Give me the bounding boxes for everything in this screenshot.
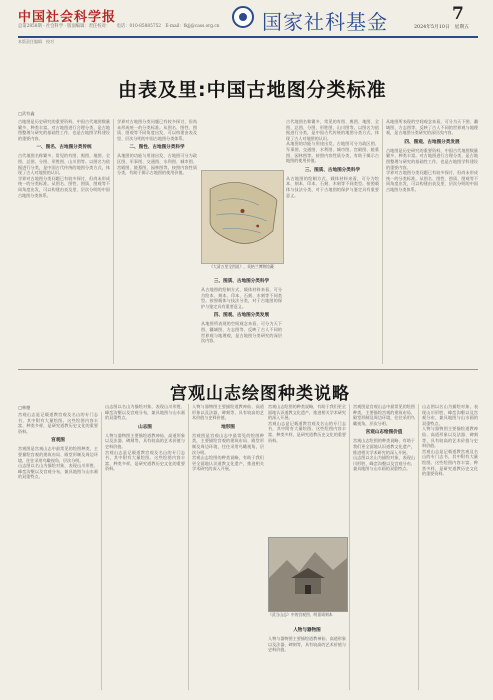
subhead: 二、图性、古地图分类科学 bbox=[129, 145, 185, 151]
paragraph: 学界对古地图分类问题已有较多探讨，但尚未形成统一的分类标准。从图名、图性、图质、图观等不同角度出发，可以构建由表及里、层次分明的中国古地图分类体系。 bbox=[386, 170, 478, 192]
article1-column-1 bbox=[18, 119, 110, 364]
column-divider bbox=[382, 119, 383, 364]
article1-column-5 bbox=[386, 119, 478, 364]
temple-photo-figure bbox=[268, 537, 348, 612]
page-number: 7 bbox=[452, 4, 464, 24]
section-title: 国家社科基金 bbox=[262, 10, 388, 34]
paragraph: 人物与器物图主要描绘道教神仙、高道形象以及法器、碑刻等，具有较高的艺术价值与史料价值。 bbox=[422, 426, 478, 449]
article2-column-3 bbox=[192, 404, 264, 690]
article2-column-4b bbox=[268, 624, 346, 690]
paragraph: 山志图以名山为描绘对象，表现山川形胜、峰峦沟壑以及宫观分布，兼具地图与山水画的双重特点。 bbox=[422, 404, 478, 426]
article1-headline: 由表及里:中国古地图分类标准 bbox=[118, 79, 387, 101]
paragraph: 学界对古地图分类问题已有较多探讨，但尚未形成统一的分类标准。从图名、图性、图质、图观等不同角度出发，可以构建由表及里、层次分明的中国古地图分类体系。 bbox=[18, 175, 110, 198]
paragraph: 宫观山志绘图的种类说略，有助于我们更全面地认识道教文化遗产，推进相关学术研究的深入开展。 bbox=[192, 455, 264, 472]
article2-column-4 bbox=[268, 404, 346, 534]
subhead: 三、图质、古地图分类科学 bbox=[304, 167, 361, 173]
subhead: 地形图 bbox=[221, 424, 235, 430]
column-divider bbox=[418, 404, 419, 690]
paragraph: 山志图以名山为描绘对象，表现山川形胜、峰峦沟壑以及宫观分布，兼具地图与山水画的双重特点。 bbox=[18, 463, 98, 480]
paragraph: 宫观图是宫观山志中最常见的绘图种类，主要描绘宫观的建筑布局、殿堂形制及周边环境，往往采用鸟瞰视角，层次分明。 bbox=[353, 404, 415, 426]
paper-name: 中国社会科学报 bbox=[18, 10, 117, 25]
paragraph: 古地图是历史研究的重要资料，中国古代地图数量繁多、种类丰富。对古地图进行合理分类，是古地图整理与研究的基础性工作，也是古地图学科建设的重要内容。 bbox=[386, 147, 478, 170]
paragraph: 从古地图的绘制方式、载体材料来看，可分为绘本、刻本、印本、石刻、木刻等不同类型。按照载体与技法分类，对于古地图的保护与鉴定具有重要意义。 bbox=[201, 287, 282, 309]
paragraph: 山志图以名山为描绘对象，表现山川形胜、峰峦沟壑以及宫观分布，兼具地图与山水画的双重特点。 bbox=[353, 455, 415, 472]
contact-info: 总第2858期 · 社会科学 · 版面编辑：责任校对： 电话：010-85885752 E-mail：fkjj@cass.org.cn bbox=[18, 24, 220, 29]
paragraph: 学界对古地图分类问题已有较多探讨，但尚未形成统一的分类标准。从图名、图性、图质、图观等不同角度出发，可以构建由表及里、层次分明的中国古地图分类体系。 bbox=[117, 119, 197, 141]
paragraph: 宫观图是宫观山志中最常见的绘图种类，主要描绘宫观的建筑布局、殿堂形制及周边环境，往往采用鸟瞰视角，层次分明。 bbox=[192, 432, 264, 455]
article2-column-1 bbox=[18, 412, 98, 690]
article1-column-3 bbox=[201, 275, 282, 364]
paragraph: 宫观山志是记载道教宫观及名山的专门志书，其中附有大量绘图。这些绘图内容丰富、种类多样，是研究道教历史文化的重要资料。 bbox=[105, 449, 185, 472]
paragraph: 宫观山志是记载道教宫观及名山的专门志书，其中附有大量绘图。这些绘图内容丰富、种类多样，是研究道教历史文化的重要资料。 bbox=[18, 412, 98, 434]
paragraph: 宫观山志是记载道教宫观及名山的专门志书，其中附有大量绘图。这些绘图内容丰富、种类多样，是研究道教历史文化的重要资料。 bbox=[422, 448, 478, 477]
paragraph: 人物与器物图主要描绘道教神仙、高道形象以及法器、碑刻等，具有较高的艺术价值与史料价值。 bbox=[268, 636, 346, 653]
editor-line: 本版责任编辑 校对 bbox=[18, 39, 54, 44]
subhead: 三、图质、古地图分类科学 bbox=[213, 279, 270, 284]
paragraph: 人物与器物图主要描绘道教神仙、高道形象以及法器、碑刻等，具有较高的艺术价值与史料价值。 bbox=[105, 432, 185, 449]
paragraph: 宫观山志绘图的种类说略，有助于我们更全面地认识道教文化遗产，推进相关学术研究的深入开展。 bbox=[353, 438, 415, 455]
column-divider bbox=[188, 404, 189, 690]
paragraph: 从地图所表现的空间观念来看，可分为天下图、疆域图、方志图等，反映了古人不同的世界观与地理观，是古地图分类研究的深层次内容。 bbox=[386, 119, 478, 136]
subhead: 山志图 bbox=[138, 424, 152, 430]
article-separator bbox=[18, 369, 478, 370]
paragraph: 古地图是历史研究的重要资料，中国古代地图数量繁多、种类丰富。对古地图进行合理分类，是古地图整理与研究的基础性工作，也是古地图学科建设的重要内容。 bbox=[18, 119, 110, 141]
paragraph: 山志图以名山为描绘对象，表现山川形胜、峰峦沟壑以及宫观分布，兼具地图与山水画的双重特点。 bbox=[105, 404, 185, 421]
paragraph: 从地图所表现的空间观念来看，可分为天下图、疆域图、方志图等，反映了古人不同的世界观与地理观，是古地图分类研究的深层次内容。 bbox=[201, 321, 282, 344]
masthead-rule bbox=[18, 36, 478, 38]
subhead: 一、图名、古地图分类传统 bbox=[36, 145, 92, 151]
article2-column-6 bbox=[422, 404, 478, 690]
masthead bbox=[0, 0, 493, 66]
ancient-map-figure bbox=[201, 170, 284, 264]
paragraph: 从古地图的绘制方式、载体材料来看，可分为绘本、刻本、印本、石刻、木刻等不同类型。按照载体与技法分类，对于古地图的保护与鉴定具有重要意义。 bbox=[286, 175, 379, 198]
paragraph: 宫观山志绘图的种类说略，有助于我们更全面地认识道教文化遗产，推进相关学术研究的深入开展。 bbox=[268, 404, 346, 421]
subhead: 人物与器物图 bbox=[293, 628, 321, 633]
article2-headline: 宫观山志绘图种类说略 bbox=[170, 384, 350, 404]
subhead: 宫观山志绘图价值 bbox=[365, 430, 403, 436]
paragraph: 从地图的功能与用途出发，古地图可分为政区图、军事图、交通图、水利图、城市图、宫殿图、陵墓图、园林图等。按照内容性质分类，有助于揭示古地图的使用价值。 bbox=[117, 153, 197, 176]
paragraph: 宫观山志是记载道教宫观及名山的专门志书，其中附有大量绘图。这些绘图内容丰富、种类多样，是研究道教历史文化的重要资料。 bbox=[268, 420, 346, 443]
article1-column-4 bbox=[286, 119, 379, 364]
column-divider bbox=[113, 119, 114, 364]
paragraph: 人物与器物图主要描绘道教神仙、高道形象以及法器、碑刻等，具有较高的艺术价值与史料价值。 bbox=[192, 404, 264, 421]
article2-column-tag: □林德 bbox=[18, 405, 31, 410]
photo-caption: 《武当山志》中的宫观图，明嘉靖刻本 bbox=[268, 612, 333, 617]
article2-column-2 bbox=[105, 404, 185, 690]
article2-column-5 bbox=[353, 404, 415, 690]
issue-date: 2024年5月10日 星期五 bbox=[414, 25, 469, 30]
subhead: 四、图观、古地图分类发展 bbox=[213, 313, 270, 319]
column-divider bbox=[101, 412, 102, 690]
paragraph: 古代地图名称繁多，常见的有图、舆图、地图、全图、总图、分图、形胜图、山川图等。以图名为依据进行分类，是中国古代传统的地图分类方式，体现了古人对地图的认识。 bbox=[18, 153, 110, 176]
subhead: 四、图观、古地图分类发展 bbox=[404, 139, 460, 145]
article1-column-tag: □武有鑫 bbox=[18, 111, 35, 116]
subhead: 宫观图 bbox=[51, 438, 65, 444]
paragraph: 宫观图是宫观山志中最常见的绘图种类，主要描绘宫观的建筑布局、殿堂形制及周边环境，往往采用鸟瞰视角，层次分明。 bbox=[18, 446, 98, 463]
fund-seal-icon bbox=[232, 6, 254, 28]
figure-caption: 《大清万里全图说》，英格兰博物馆藏 bbox=[209, 264, 274, 269]
column-divider bbox=[349, 404, 350, 690]
paragraph: 从地图的功能与用途出发，古地图可分为政区图、军事图、交通图、水利图、城市图、宫殿图、陵墓图、园林图等。按照内容性质分类，有助于揭示古地图的使用价值。 bbox=[286, 141, 379, 164]
article1-column-2 bbox=[117, 119, 197, 364]
paragraph: 古代地图名称繁多，常见的有图、舆图、地图、全图、总图、分图、形胜图、山川图等。以图名为依据进行分类，是中国古代传统的地图分类方式，体现了古人对地图的认识。 bbox=[286, 119, 379, 141]
